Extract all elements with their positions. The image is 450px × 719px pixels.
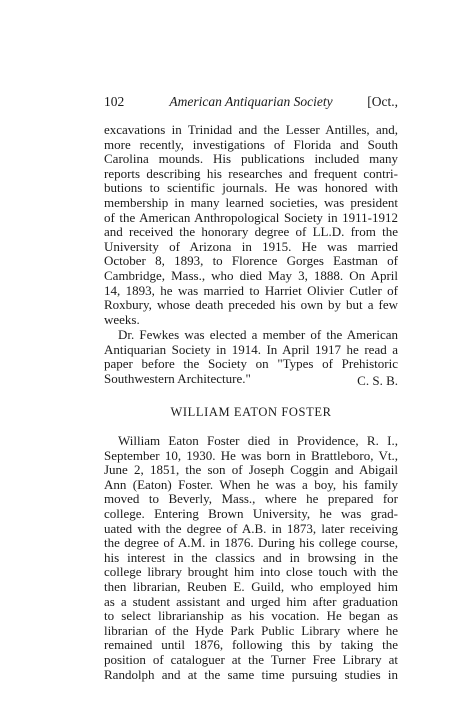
text-line: reports describing his researches and frequent contri-: [104, 165, 398, 181]
text-line: Ann (Eaton) Foster. When he was a boy, his family: [104, 476, 398, 492]
text-line: paper before the Society on "Types of Prehistoric: [104, 356, 398, 372]
text-line: his interest in the classics and in browsing in the: [104, 549, 398, 565]
text-line: Antiquarian Society in 1914. In April 1917 he read a: [104, 341, 398, 357]
text-line: October 8, 1893, to Florence Gorges Eastman of: [104, 253, 398, 269]
running-header: [104, 94, 398, 110]
page-number: 102: [104, 94, 125, 109]
text-line: June 2, 1851, the son of Joseph Coggin and Abigail: [104, 462, 398, 478]
text-line: position of cataloguer at the Turner Free Library at: [104, 651, 398, 667]
text-line: membership in many learned societies, was president: [104, 194, 398, 210]
text-line: remained until 1876, following this by taking the: [104, 637, 398, 653]
issue-date: [Oct.,: [367, 94, 398, 109]
text-line: Southwestern Architecture.": [104, 370, 251, 386]
text-line: more recently, investigations of Florida and South: [104, 136, 398, 152]
journal-title: American Antiquarian Society: [169, 94, 333, 109]
paragraph-foster-biography: [104, 434, 398, 682]
text-line: excavations in Trinidad and the Lesser Antilles, and,: [104, 122, 398, 137]
text-line: University of Arizona in 1915. He was married: [104, 238, 398, 254]
text-line: September 10, 1930. He was born in Brattleboro, Vt.,: [104, 447, 398, 463]
text-line: weeks.: [104, 311, 140, 327]
text-line: Cambridge, Mass., who died May 3, 1888. On April: [104, 267, 398, 283]
text-line: Roxbury, whose death preceded his own by but a few: [104, 297, 398, 313]
text-line: to select librarianship as his vocation. He began as: [104, 608, 398, 624]
text-line: college. Entering Brown University, he was grad-: [104, 505, 398, 521]
text-line: moved to Beverly, Mass., where he prepared for: [104, 491, 398, 507]
text-line: Carolina mounds. His publications included many: [104, 151, 398, 167]
text-line: college library brought him into close touch with the: [104, 564, 398, 580]
text-line: and received the honorary degree of LL.D. from the: [104, 224, 398, 240]
text-line: of the American Anthropological Society in 1911-1912: [104, 209, 398, 225]
text-line: William Eaton Foster died in Providence, R. I.,: [118, 433, 398, 448]
author-initials: C. S. B.: [357, 373, 398, 388]
text-line: librarian of the Hyde Park Public Library where he: [104, 622, 398, 638]
text-line: uated with the degree of A.B. in 1873, later receiving: [104, 520, 398, 536]
text-line: as a student assistant and urged him after graduation: [104, 593, 398, 609]
text-line: the degree of A.M. in 1876. During his college course,: [104, 535, 398, 551]
obituary-heading: WILLIAM EATON FOSTER: [170, 405, 332, 419]
text-line: 14, 1893, he was married to Harriet Olivier Cutler of: [104, 282, 398, 298]
text-line: butions to scientific journals. He was honored with: [104, 180, 398, 196]
text-line: then librarian, Reuben E. Guild, who employed him: [104, 578, 398, 594]
text-line: Dr. Fewkes was elected a member of the American: [118, 327, 398, 342]
text-line: Randolph and at the same time pursuing studies in: [104, 666, 398, 682]
paragraph-fewkes-career: [104, 123, 398, 327]
